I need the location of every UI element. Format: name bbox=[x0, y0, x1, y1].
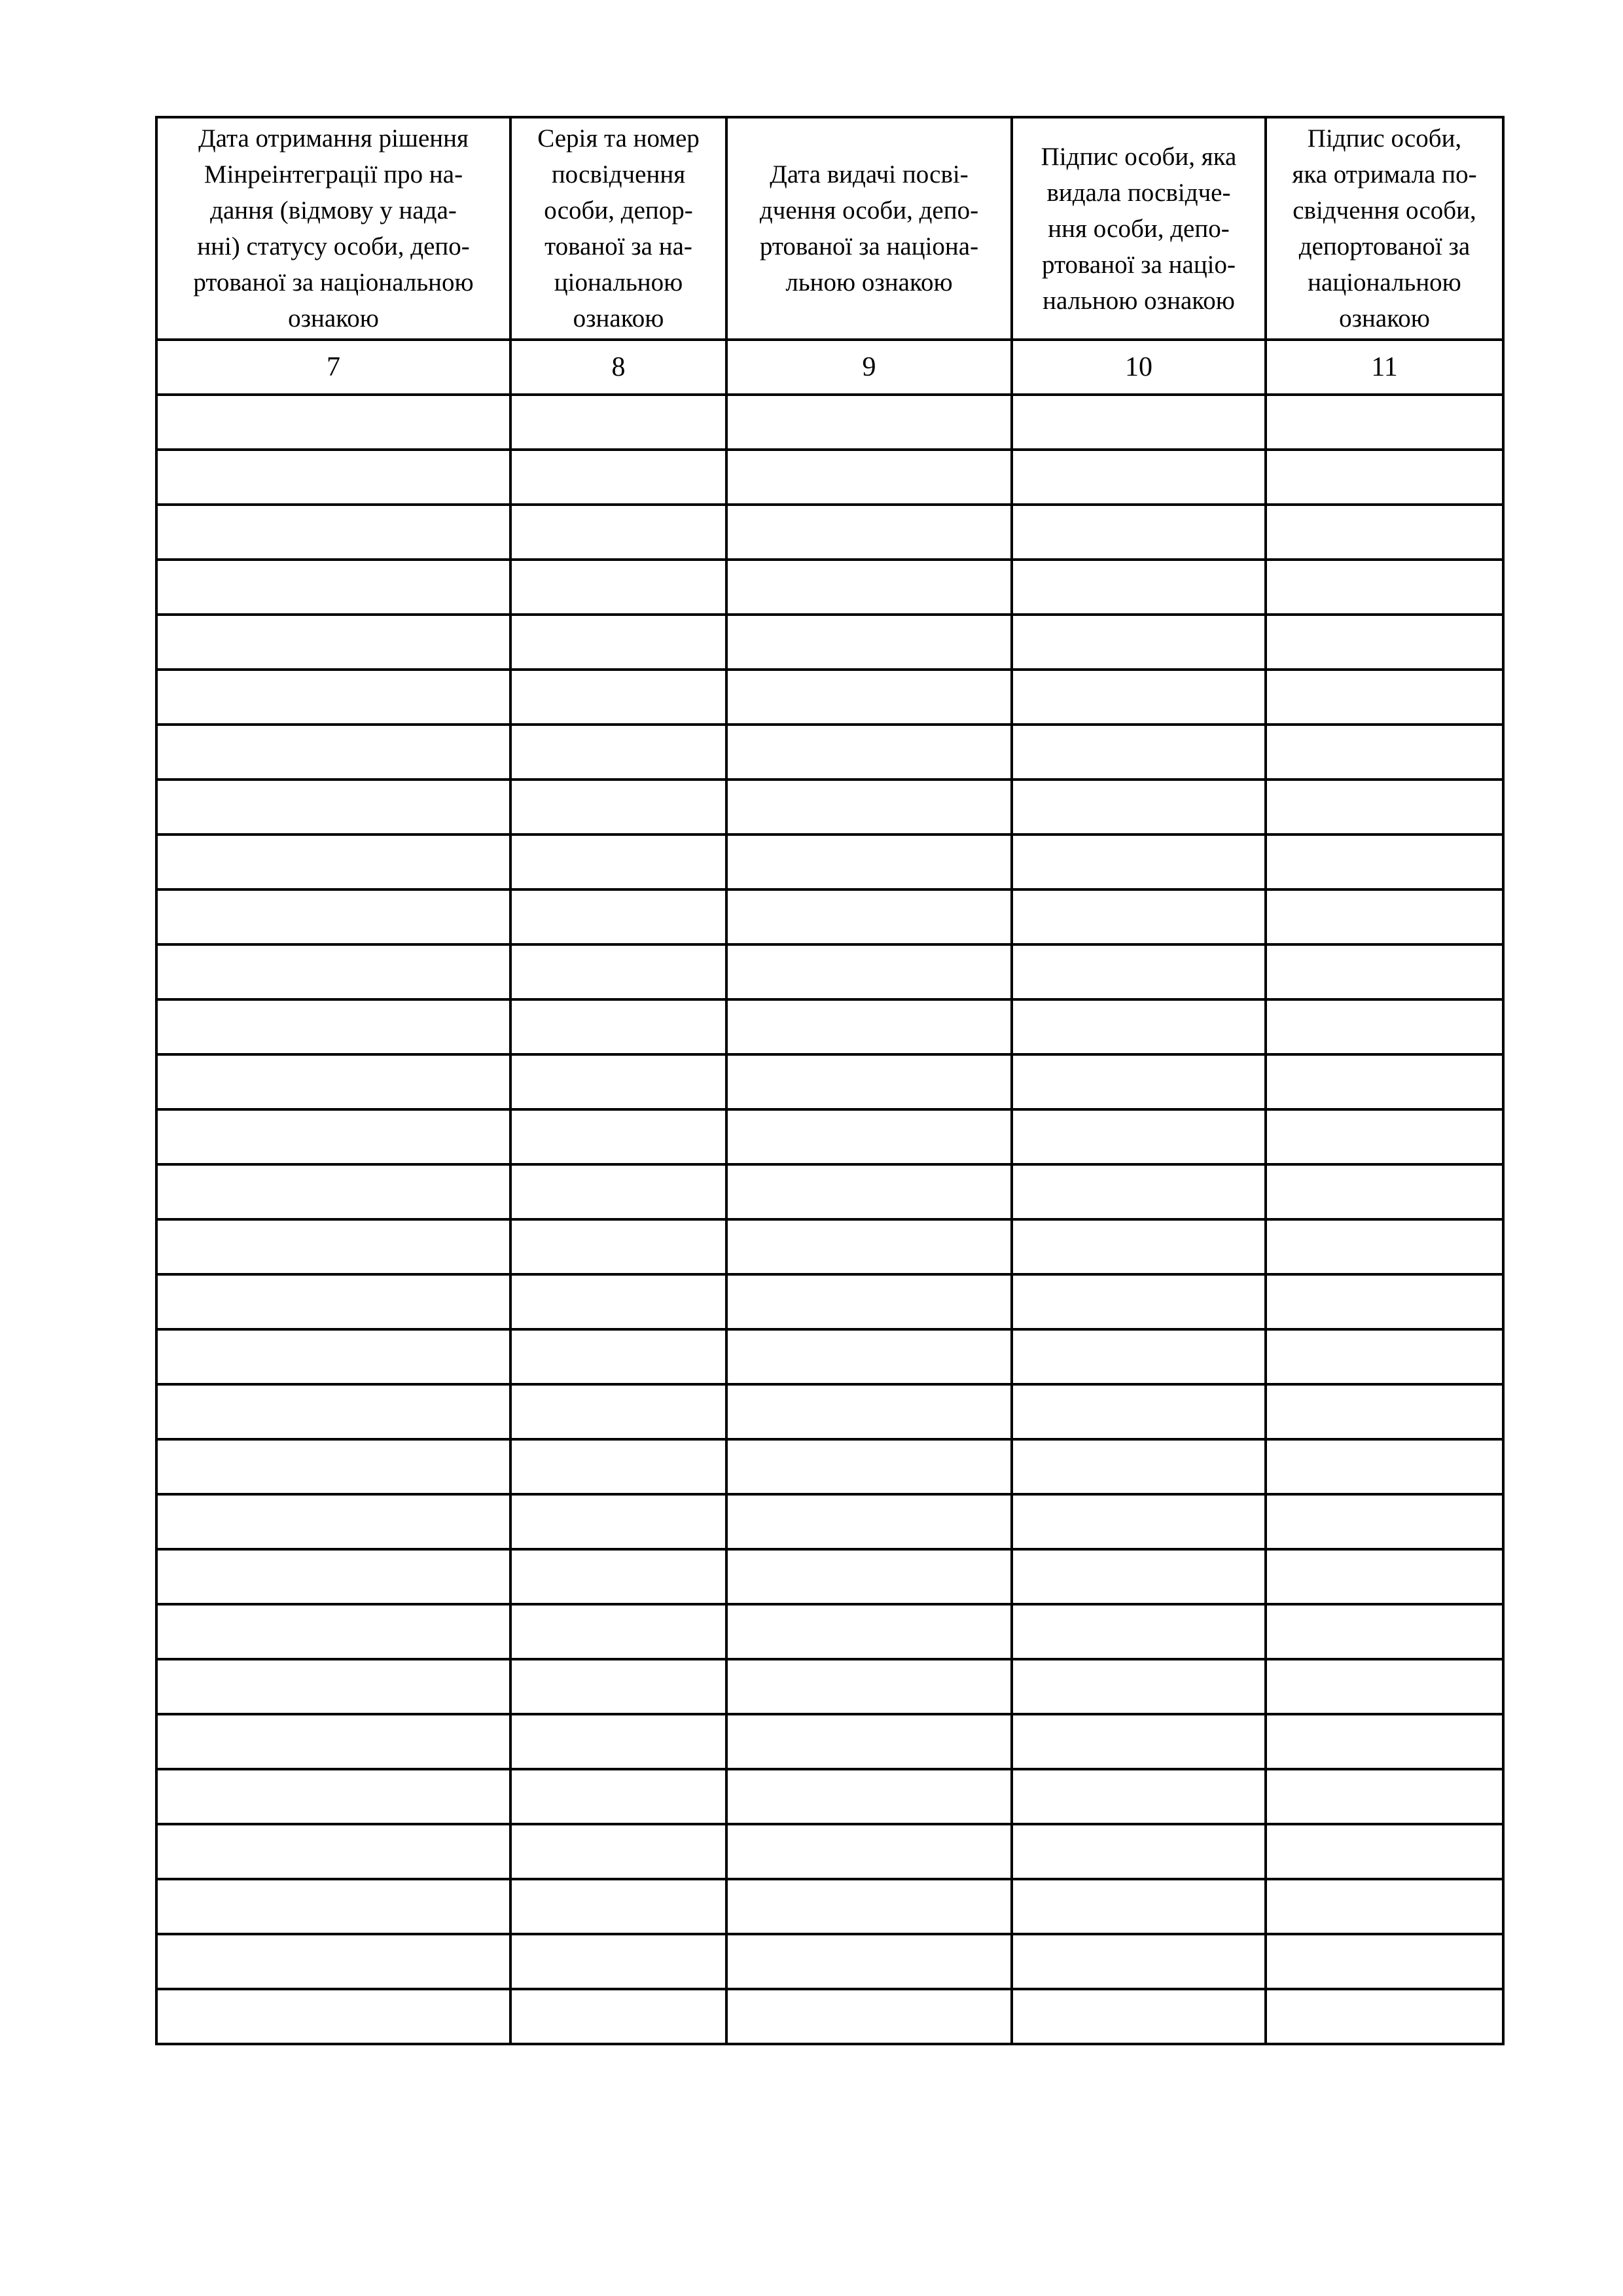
table-row bbox=[156, 834, 1503, 889]
table-row bbox=[156, 505, 1503, 560]
header-line: свідчення особи, bbox=[1293, 196, 1476, 224]
table-cell[interactable] bbox=[1266, 505, 1503, 560]
table-cell[interactable] bbox=[1266, 1109, 1503, 1164]
table-cell[interactable] bbox=[510, 1934, 726, 1989]
header-line: ртованої за національною bbox=[193, 268, 474, 296]
table-row bbox=[156, 1439, 1503, 1494]
table-cell[interactable] bbox=[156, 1054, 510, 1109]
column-number: 11 bbox=[1266, 340, 1503, 395]
table-cell[interactable] bbox=[156, 1164, 510, 1219]
table-row bbox=[156, 1989, 1503, 2044]
column-number: 9 bbox=[726, 340, 1012, 395]
table-cell[interactable] bbox=[1012, 1549, 1266, 1604]
table-row bbox=[156, 1714, 1503, 1769]
header-cell-7 bbox=[156, 117, 510, 340]
table-cell[interactable] bbox=[1266, 999, 1503, 1054]
table-cell[interactable] bbox=[510, 1604, 726, 1659]
table-row bbox=[156, 1054, 1503, 1109]
table-row bbox=[156, 1329, 1503, 1384]
table-row bbox=[156, 725, 1503, 780]
header-line: ознакою bbox=[573, 304, 664, 332]
table-cell[interactable] bbox=[726, 615, 1012, 670]
header-line: ртованої за націона- bbox=[759, 232, 979, 260]
header-line: Підпис особи, яка bbox=[1041, 142, 1237, 171]
table-row bbox=[156, 1604, 1503, 1659]
table-cell[interactable] bbox=[726, 780, 1012, 834]
table-cell[interactable] bbox=[1012, 615, 1266, 670]
table-cell[interactable] bbox=[726, 1219, 1012, 1274]
table-cell[interactable] bbox=[156, 999, 510, 1054]
table-cell[interactable] bbox=[156, 615, 510, 670]
table-cell[interactable] bbox=[156, 395, 510, 450]
table-cell[interactable] bbox=[510, 1054, 726, 1109]
table-cell[interactable] bbox=[510, 944, 726, 999]
table-cell[interactable] bbox=[1012, 1714, 1266, 1769]
table-cell[interactable] bbox=[726, 1824, 1012, 1879]
header-row bbox=[156, 117, 1503, 340]
table-cell[interactable] bbox=[510, 1494, 726, 1549]
table-cell[interactable] bbox=[1266, 1659, 1503, 1714]
table-row bbox=[156, 1769, 1503, 1824]
table-cell[interactable] bbox=[726, 450, 1012, 505]
table-cell[interactable] bbox=[510, 1384, 726, 1439]
table-cell[interactable] bbox=[1266, 1494, 1503, 1549]
table-cell[interactable] bbox=[1012, 999, 1266, 1054]
table-cell[interactable] bbox=[156, 889, 510, 944]
header-cell-10 bbox=[1012, 117, 1266, 340]
table-cell[interactable] bbox=[726, 1879, 1012, 1934]
table-cell[interactable] bbox=[1012, 1219, 1266, 1274]
table-cell[interactable] bbox=[726, 834, 1012, 889]
header-cell-8 bbox=[510, 117, 726, 340]
table-cell[interactable] bbox=[1266, 615, 1503, 670]
table-cell[interactable] bbox=[726, 1714, 1012, 1769]
table-cell[interactable] bbox=[156, 1604, 510, 1659]
header-line: національною bbox=[1308, 268, 1461, 296]
table-cell[interactable] bbox=[1012, 1439, 1266, 1494]
table-row bbox=[156, 1549, 1503, 1604]
table-cell[interactable] bbox=[510, 1989, 726, 2044]
table-cell[interactable] bbox=[156, 1384, 510, 1439]
table-cell[interactable] bbox=[156, 1934, 510, 1989]
table-cell[interactable] bbox=[1012, 1604, 1266, 1659]
table-cell[interactable] bbox=[1266, 450, 1503, 505]
table-row bbox=[156, 1109, 1503, 1164]
column-number: 8 bbox=[510, 340, 726, 395]
table-cell[interactable] bbox=[726, 1164, 1012, 1219]
table-cell[interactable] bbox=[510, 889, 726, 944]
table-cell[interactable] bbox=[1266, 1329, 1503, 1384]
table-cell[interactable] bbox=[156, 1824, 510, 1879]
table-cell[interactable] bbox=[1012, 889, 1266, 944]
table-row bbox=[156, 1384, 1503, 1439]
table-cell[interactable] bbox=[726, 1989, 1012, 2044]
table-cell[interactable] bbox=[156, 670, 510, 725]
table-cell[interactable] bbox=[156, 560, 510, 615]
table-cell[interactable] bbox=[1266, 1164, 1503, 1219]
table-cell[interactable] bbox=[156, 834, 510, 889]
table-cell[interactable] bbox=[726, 1329, 1012, 1384]
table-row bbox=[156, 670, 1503, 725]
table-cell[interactable] bbox=[1012, 1164, 1266, 1219]
table-row bbox=[156, 615, 1503, 670]
table-row bbox=[156, 1219, 1503, 1274]
header-line: посвідчення bbox=[551, 160, 686, 188]
table-cell[interactable] bbox=[1012, 1769, 1266, 1824]
table-cell[interactable] bbox=[510, 450, 726, 505]
table-row bbox=[156, 560, 1503, 615]
header-line: ння особи, депо- bbox=[1048, 214, 1230, 243]
header-line: нні) статусу особи, депо- bbox=[197, 232, 470, 260]
table-cell[interactable] bbox=[156, 1879, 510, 1934]
table-cell[interactable] bbox=[726, 670, 1012, 725]
table-cell[interactable] bbox=[1266, 1054, 1503, 1109]
header-line: видала посвідче- bbox=[1046, 178, 1231, 207]
table-body bbox=[156, 395, 1503, 2044]
table-cell[interactable] bbox=[1266, 1384, 1503, 1439]
table-cell[interactable] bbox=[510, 1439, 726, 1494]
table-cell[interactable] bbox=[1266, 1714, 1503, 1769]
table-cell[interactable] bbox=[726, 1439, 1012, 1494]
table-cell[interactable] bbox=[726, 560, 1012, 615]
table-cell[interactable] bbox=[156, 1714, 510, 1769]
table-cell[interactable] bbox=[1012, 1054, 1266, 1109]
table-cell[interactable] bbox=[726, 1054, 1012, 1109]
table-cell[interactable] bbox=[1266, 1219, 1503, 1274]
table-cell[interactable] bbox=[156, 1439, 510, 1494]
table-cell[interactable] bbox=[1266, 1989, 1503, 2044]
table-cell[interactable] bbox=[1012, 505, 1266, 560]
table-row bbox=[156, 1879, 1503, 1934]
table-row bbox=[156, 999, 1503, 1054]
table-cell[interactable] bbox=[510, 1549, 726, 1604]
table-cell[interactable] bbox=[1012, 1274, 1266, 1329]
table-cell[interactable] bbox=[726, 395, 1012, 450]
column-number: 10 bbox=[1012, 340, 1266, 395]
table-cell[interactable] bbox=[510, 615, 726, 670]
table-cell[interactable] bbox=[1012, 834, 1266, 889]
table-cell[interactable] bbox=[1012, 560, 1266, 615]
header-line: ртованої за націо- bbox=[1041, 250, 1236, 279]
table-cell[interactable] bbox=[510, 999, 726, 1054]
table-row bbox=[156, 450, 1503, 505]
table-cell[interactable] bbox=[156, 505, 510, 560]
table-row bbox=[156, 1659, 1503, 1714]
table-cell[interactable] bbox=[156, 450, 510, 505]
header-line: дання (відмову у нада- bbox=[210, 196, 457, 224]
header-line: Дата видачі посві- bbox=[770, 160, 969, 188]
table-cell[interactable] bbox=[1266, 670, 1503, 725]
header-line: ознакою bbox=[288, 304, 379, 332]
table-cell[interactable] bbox=[156, 725, 510, 780]
table-cell[interactable] bbox=[1012, 670, 1266, 725]
table-row bbox=[156, 1934, 1503, 1989]
table-cell[interactable] bbox=[1266, 1934, 1503, 1989]
table-cell[interactable] bbox=[156, 1549, 510, 1604]
table-cell[interactable] bbox=[1012, 944, 1266, 999]
table-cell[interactable] bbox=[726, 1604, 1012, 1659]
table-cell[interactable] bbox=[156, 1274, 510, 1329]
table-cell[interactable] bbox=[156, 1989, 510, 2044]
table-cell[interactable] bbox=[1266, 725, 1503, 780]
table-row bbox=[156, 780, 1503, 834]
table-cell[interactable] bbox=[156, 944, 510, 999]
table-cell[interactable] bbox=[510, 1109, 726, 1164]
header-line: яка отримала по- bbox=[1292, 160, 1477, 188]
table-cell[interactable] bbox=[510, 1329, 726, 1384]
table-cell[interactable] bbox=[510, 395, 726, 450]
table-cell[interactable] bbox=[1012, 1494, 1266, 1549]
table-cell[interactable] bbox=[156, 1329, 510, 1384]
table-cell[interactable] bbox=[156, 1769, 510, 1824]
table-cell[interactable] bbox=[1266, 780, 1503, 834]
table-cell[interactable] bbox=[726, 1934, 1012, 1989]
table-cell[interactable] bbox=[510, 834, 726, 889]
header-line: Серія та номер bbox=[537, 124, 700, 152]
table-cell[interactable] bbox=[1012, 1384, 1266, 1439]
table-cell[interactable] bbox=[726, 889, 1012, 944]
table-cell[interactable] bbox=[1012, 450, 1266, 505]
table-cell[interactable] bbox=[156, 1219, 510, 1274]
table-cell[interactable] bbox=[1012, 780, 1266, 834]
table-row bbox=[156, 1274, 1503, 1329]
table-cell[interactable] bbox=[1266, 1879, 1503, 1934]
table-cell[interactable] bbox=[1266, 1604, 1503, 1659]
register-table bbox=[155, 116, 1505, 2045]
table-cell[interactable] bbox=[1012, 395, 1266, 450]
header-cell-9 bbox=[726, 117, 1012, 340]
header-line: дчення особи, депо- bbox=[759, 196, 979, 224]
table-cell[interactable] bbox=[1012, 1329, 1266, 1384]
table-cell[interactable] bbox=[156, 1659, 510, 1714]
header-line: нальною ознакою bbox=[1043, 286, 1235, 315]
table-cell[interactable] bbox=[510, 505, 726, 560]
table-cell[interactable] bbox=[510, 780, 726, 834]
table-cell[interactable] bbox=[1266, 1769, 1503, 1824]
header-line: Дата отримання рішення bbox=[198, 124, 469, 152]
column-number: 7 bbox=[156, 340, 510, 395]
header-line: депортованої за bbox=[1298, 232, 1471, 260]
table-cell[interactable] bbox=[726, 1274, 1012, 1329]
table-cell[interactable] bbox=[1266, 834, 1503, 889]
table-cell[interactable] bbox=[510, 1824, 726, 1879]
table-cell[interactable] bbox=[510, 560, 726, 615]
table-cell[interactable] bbox=[1266, 1439, 1503, 1494]
table-cell[interactable] bbox=[1266, 560, 1503, 615]
table-row bbox=[156, 1494, 1503, 1549]
table-cell[interactable] bbox=[726, 1109, 1012, 1164]
table-cell[interactable] bbox=[726, 505, 1012, 560]
table-cell[interactable] bbox=[510, 1769, 726, 1824]
table-cell[interactable] bbox=[1266, 395, 1503, 450]
table-cell[interactable] bbox=[1012, 1879, 1266, 1934]
table-cell[interactable] bbox=[510, 1164, 726, 1219]
table-cell[interactable] bbox=[726, 1549, 1012, 1604]
table-row bbox=[156, 889, 1503, 944]
table-cell[interactable] bbox=[510, 1714, 726, 1769]
table-cell[interactable] bbox=[510, 1274, 726, 1329]
column-number-row bbox=[156, 340, 1503, 395]
header-line: льною ознакою bbox=[785, 268, 953, 296]
table-row bbox=[156, 1164, 1503, 1219]
table-cell[interactable] bbox=[510, 670, 726, 725]
table-row bbox=[156, 944, 1503, 999]
table-cell[interactable] bbox=[1012, 1659, 1266, 1714]
table-row bbox=[156, 395, 1503, 450]
table-cell[interactable] bbox=[156, 1109, 510, 1164]
header-line: ознакою bbox=[1339, 304, 1430, 332]
header-line: тованої за на- bbox=[544, 232, 692, 260]
table-cell[interactable] bbox=[726, 999, 1012, 1054]
table-cell[interactable] bbox=[1266, 1549, 1503, 1604]
table-cell[interactable] bbox=[1012, 1989, 1266, 2044]
table-cell[interactable] bbox=[510, 1879, 726, 1934]
table-cell[interactable] bbox=[726, 725, 1012, 780]
table-cell[interactable] bbox=[156, 1494, 510, 1549]
table-cell[interactable] bbox=[1266, 944, 1503, 999]
header-line: ціональною bbox=[554, 268, 683, 296]
table-cell[interactable] bbox=[1012, 725, 1266, 780]
table-cell[interactable] bbox=[726, 1384, 1012, 1439]
table-cell[interactable] bbox=[726, 1659, 1012, 1714]
table-cell[interactable] bbox=[1266, 1824, 1503, 1879]
table-cell[interactable] bbox=[726, 1769, 1012, 1824]
header-line: особи, депор- bbox=[544, 196, 693, 224]
table-cell[interactable] bbox=[1012, 1934, 1266, 1989]
table-cell[interactable] bbox=[726, 944, 1012, 999]
table-cell[interactable] bbox=[726, 1494, 1012, 1549]
table-cell[interactable] bbox=[1012, 1824, 1266, 1879]
header-line: Підпис особи, bbox=[1307, 124, 1462, 152]
table-cell[interactable] bbox=[510, 1219, 726, 1274]
header-line: Мінреінтеграції про на- bbox=[204, 160, 463, 188]
table-cell[interactable] bbox=[510, 725, 726, 780]
table-row bbox=[156, 1824, 1503, 1879]
table-cell[interactable] bbox=[1266, 1274, 1503, 1329]
table-cell[interactable] bbox=[156, 780, 510, 834]
header-cell-11 bbox=[1266, 117, 1503, 340]
table-cell[interactable] bbox=[1266, 889, 1503, 944]
table-cell[interactable] bbox=[1012, 1109, 1266, 1164]
table-cell[interactable] bbox=[510, 1659, 726, 1714]
